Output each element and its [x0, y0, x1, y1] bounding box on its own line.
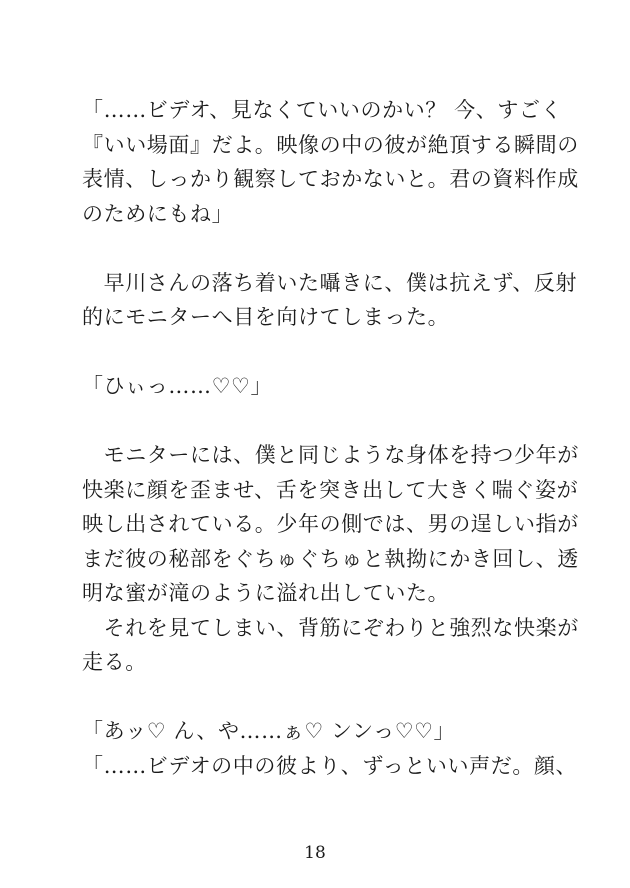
- text-line: 『いい場面』だよ。映像の中の彼が絶頂する瞬間の: [82, 132, 579, 157]
- text-line: 走る。: [82, 650, 147, 674]
- text-line: 「……ビデオの中の彼より、ずっといい声だ。顔、: [82, 753, 578, 778]
- page-number: 18: [304, 843, 326, 863]
- blank-line: [82, 335, 562, 370]
- body-text: [82, 93, 579, 783]
- blank-line: [82, 680, 562, 715]
- text-line: 的にモニターへ目を向けてしまった。: [82, 305, 450, 329]
- blank-line: [82, 231, 562, 266]
- text-line: 「……ビデオ、見なくていいのかい？ 今、すごく: [82, 98, 563, 122]
- text-line: 表情、しっかり観察しておかないと。君の資料作成: [82, 167, 579, 191]
- text-line: 早川さんの落ち着いた囁きに、僕は抗えず、反射: [82, 270, 578, 295]
- text-line: 「あッ♡ ん、や……ぁ♡ ンンっ♡♡」: [82, 719, 456, 743]
- text-line: のためにもね」: [82, 201, 234, 226]
- blank-line: [82, 404, 562, 439]
- text-line: モニターには、僕と同じような身体を持つ少年が: [82, 443, 579, 467]
- text-line: 映し出されている。少年の側では、男の逞しい指が: [82, 512, 579, 536]
- text-line: 快楽に顔を歪ませ、舌を突き出して大きく喘ぐ姿が: [82, 477, 579, 502]
- text-line: 明な蜜が滝のように溢れ出していた。: [82, 581, 450, 605]
- text-line: 「ひぃっ……♡♡」: [82, 374, 273, 398]
- text-line: まだ彼の秘部をぐちゅぐちゅと執拗にかき回し、透: [82, 546, 579, 571]
- text-line: それを見てしまい、背筋にぞわりと強烈な快楽が: [82, 615, 579, 640]
